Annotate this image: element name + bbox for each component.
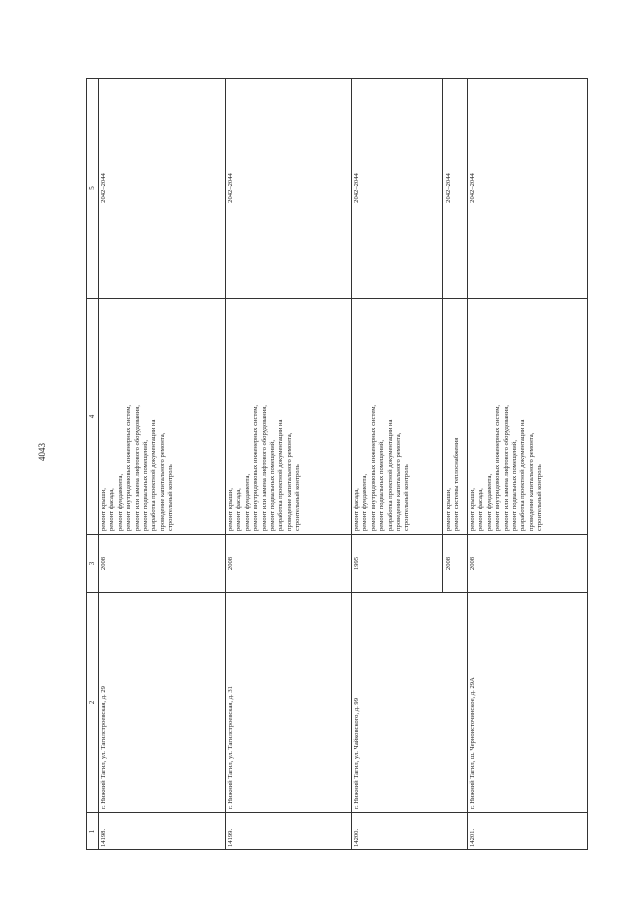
row-number: 14201. [467,812,588,850]
table-row [98,78,226,850]
table-row [467,78,588,850]
row-period: 2042–2044 [353,173,360,203]
header-col-5: 5 [88,186,96,190]
row-works: ремонт крыши, ремонт фасада, ремонт фундамента, ремонт внутридомовых инженерных систем, ремонт или замена лифтового оборудования, ремонт подвальных помещений, разработка проектной документации на проведение капитального ремонта, строительный контроль [467,298,588,534]
row-year: 2008 [225,534,351,592]
sub-row [442,78,468,592]
sub-row-works: ремонт крыши, ремонт системы теплоснабжения [443,298,468,534]
row-year: 2008 [98,534,225,592]
row-works: ремонт крыши, ремонт фасада, ремонт фундамента, ремонт внутридомовых инженерных систем, ремонт или замена лифтового оборудования, ремонт подвальных помещений, разработка проектной документации на проведение капитального ремонта, строительный контроль [98,298,225,534]
header-col-4: 4 [86,298,98,534]
table-row [225,78,352,850]
row-works: ремонт фасада, ремонт фундамента, ремонт внутридомовых инженерных систем, ремонт подвальных помещений, разработка проектной документации на проведение капитального ремонта, строительный контроль [351,298,442,534]
table-wrapper [86,78,588,850]
row-works: ремонт крыши, ремонт фасада, ремонт фундамента, ремонт внутридомовых инженерных систем, ремонт или замена лифтового оборудования, ремонт подвальных помещений, разработка проектной документации на проведение капитального ремонта, строительный контроль [225,298,351,534]
header-col-2: 2 [86,592,98,812]
repair-schedule-table [86,78,588,850]
row-number: 14198. [98,812,225,850]
row-number: 14200. [351,812,467,850]
row-address: г. Нижний Тагил, ш. Черноисточинское, д. 29А [467,592,588,812]
row-year: 1995 [351,534,442,592]
row-period: 2042–2044 [227,173,234,203]
header-col-3: 3 [86,534,98,592]
sub-row-period: 2042–2044 [445,173,452,203]
row-number: 14199. [225,812,351,850]
table-row [351,78,468,850]
header-col-1: 1 [86,812,98,850]
row-period: 2042–2044 [469,173,476,203]
row-address: г. Нижний Тагил, ул. Тагилстроевская, д. 31 [225,592,351,812]
row-address: г. Нижний Тагил, ул. Тагилстроевская, д. 29 [98,592,225,812]
row-year: 2008 [467,534,588,592]
row-address: г. Нижний Тагил, ул. Чайковского, д. 99 [351,592,467,812]
sub-row-year: 2008 [443,534,468,592]
page-number: 4043 [37,443,47,461]
row-period: 2042–2044 [100,173,107,203]
